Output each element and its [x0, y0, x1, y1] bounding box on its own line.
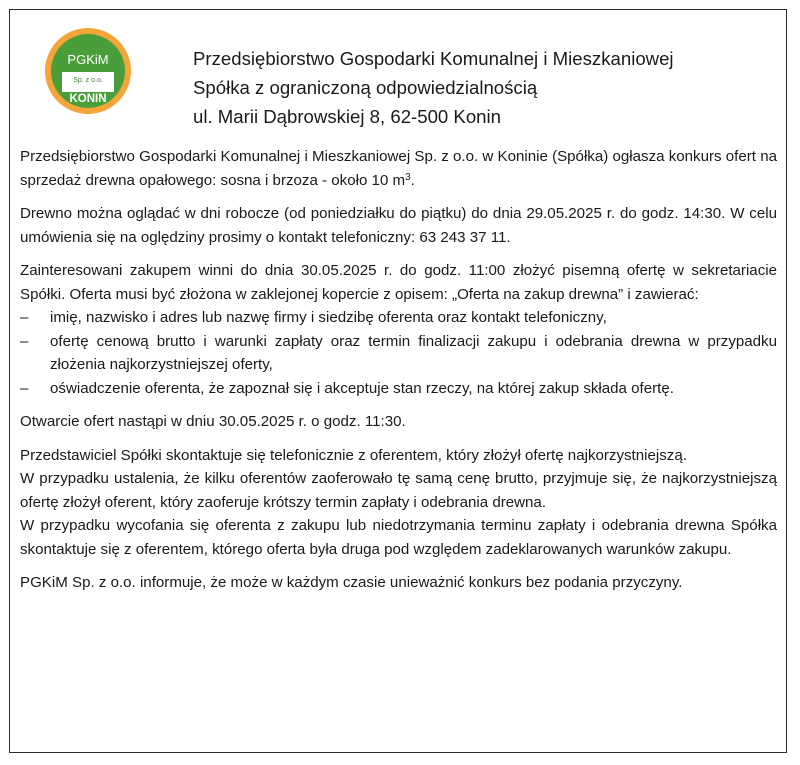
contact-paragraph: Przedstawiciel Spółki skontaktuje się telefonicznie z oferentem, który złożył ofertę najkorzystniejszą.: [20, 446, 687, 464]
offer-requirements-paragraph: Zainteresowani zakupem winni do dnia 30.05.2025 r. do godz. 11:00 złożyć pisemną ofertę w sekretariacie Spółki. Oferta musi być złożona w zaklejonej kopercie z opisem: „Oferta na zakup drewna” i zawierać:: [20, 262, 777, 303]
company-header: [193, 44, 674, 131]
list-item: – imię, nazwisko i adres lub nazwę firmy i siedzibę oferenta oraz kontakt telefoniczny,: [20, 309, 607, 326]
opening-paragraph: Otwarcie ofert nastąpi w dniu 30.05.2025 r. o godz. 11:30.: [20, 413, 406, 430]
logo-city: KONIN: [69, 93, 107, 105]
notice-body: [20, 145, 777, 605]
offer-contents-list: [20, 306, 777, 400]
company-name: Przedsiębiorstwo Gospodarki Komunalnej i Mieszkaniowej: [193, 48, 674, 69]
logo-legal-form: Sp. z o.o.: [73, 77, 103, 84]
logo-abbreviation: PGKiM: [67, 52, 109, 67]
intro-paragraph: Przedsiębiorstwo Gospodarki Komunalnej i Mieszkaniowej Sp. z o.o. w Koninie (Spółka) ogłasza konkurs ofert na sprzedaż drewna opałowego: sosna i brzoza - około 10 $m^3$.: [20, 148, 777, 189]
viewing-paragraph: Drewno można oglądać w dni robocze (od poniedziałku do piątku) do dnia 29.05.2025 r. do godz. 14:30. W celu umówienia się na oględziny prosimy o kontakt telefoniczny: 63 243 37 11.: [20, 205, 777, 246]
same-price-paragraph: W przypadku ustalenia, że kilku oferentów zaoferowało tę samą cenę brutto, przyjmuje się, że najkorzystniejszą ofertę złożył oferent, który zaoferuje krótszy termin zapłaty i odebrania drewna.: [20, 470, 777, 511]
list-item: – ofertę cenową brutto i warunki zapłaty oraz termin finalizacji zakupu i odebrania drewna w przypadku złożenia najkorzystniejszej oferty,: [20, 332, 777, 373]
company-legal-form: Spółka z ograniczoną odpowiedzialnością: [193, 77, 538, 98]
cancellation-paragraph: PGKiM Sp. z o.o. informuje, że może w każdym czasie unieważnić konkurs bez podania przyczyny.: [20, 574, 683, 591]
pgkim-logo: [44, 27, 132, 115]
company-address: ul. Marii Dąbrowskiej 8, 62-500 Konin: [193, 106, 501, 127]
withdrawal-paragraph: W przypadku wycofania się oferenta z zakupu lub niedotrzymania terminu zapłaty i odebrania drewna Spółka skontaktuje się z oferentem, którego oferta była druga pod względem zadeklarowanych warunków zakupu.: [20, 517, 777, 558]
list-item: – oświadczenie oferenta, że zapoznał się i akceptuje stan rzeczy, na której zakup składa ofertę.: [20, 379, 674, 397]
